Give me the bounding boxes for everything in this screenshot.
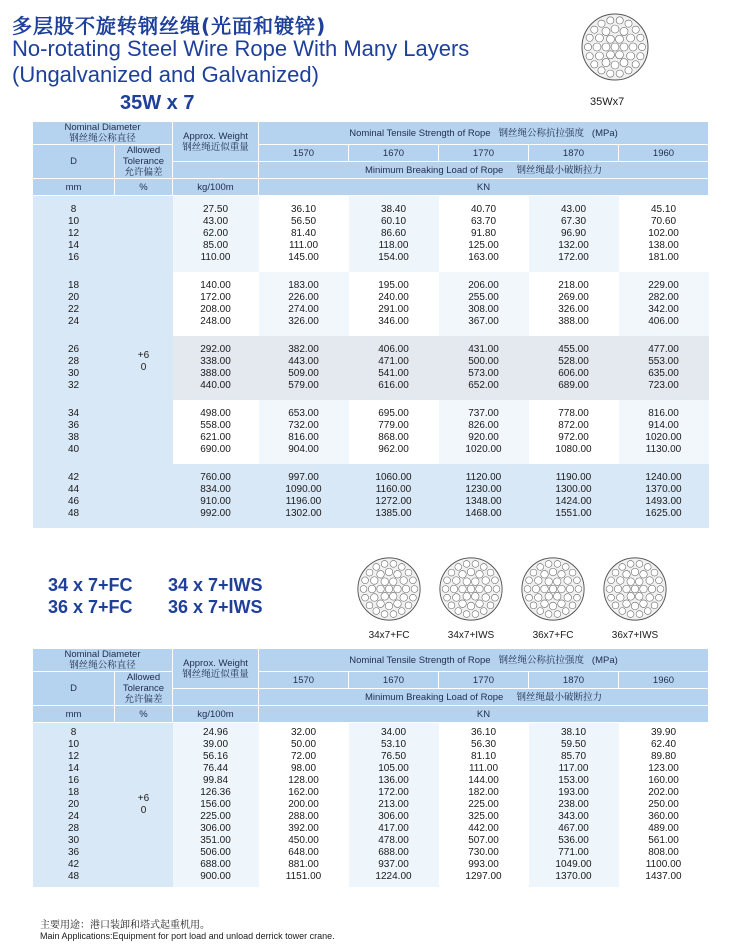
cell-value: 225.00 xyxy=(200,811,231,822)
cell-value: 193.00 xyxy=(558,787,589,798)
cell-value: 123.00 xyxy=(648,763,679,774)
cell-value: 56.30 xyxy=(470,739,497,750)
cell-value: 162.00 xyxy=(288,787,319,798)
cell-value: 573.00 xyxy=(468,368,499,379)
cell-value: 160.00 xyxy=(648,775,679,786)
cell-value: 467.00 xyxy=(558,823,589,834)
model-list xyxy=(48,574,288,618)
cell-value: 181.00 xyxy=(648,252,679,263)
cell-value: 338.00 xyxy=(200,356,231,367)
cell-diameter: 26 xyxy=(67,344,80,355)
cell-value: 648.00 xyxy=(288,847,319,858)
cell-value: 288.00 xyxy=(288,811,319,822)
cell-value: 1297.00 xyxy=(465,871,502,882)
cell-value: 760.00 xyxy=(200,472,231,483)
cell-value: 1370.00 xyxy=(645,484,682,495)
cell-diameter: 24 xyxy=(67,316,80,327)
cell-value: 125.00 xyxy=(468,240,499,251)
cell-value: 1020.00 xyxy=(465,444,502,455)
hdr-breaking-load: Minimum Breaking Load of Rope 钢丝绳最小破断拉力 xyxy=(259,162,709,179)
cell-value: 431.00 xyxy=(468,344,499,355)
cell-value: 70.60 xyxy=(650,216,677,227)
cell-value: 635.00 xyxy=(648,368,679,379)
cell-value: 182.00 xyxy=(468,787,499,798)
cell-value: 255.00 xyxy=(468,292,499,303)
cell-value: 417.00 xyxy=(378,823,409,834)
cell-value: 38.40 xyxy=(380,204,407,215)
cell-value: 183.00 xyxy=(288,280,319,291)
cell-value: 43.00 xyxy=(202,216,229,227)
cell-value: 43.00 xyxy=(560,204,587,215)
cell-value: 1060.00 xyxy=(375,472,412,483)
title-cn: 多层股不旋转钢丝绳(光面和镀锌) xyxy=(12,14,327,38)
model-35w7: 35W x 7 xyxy=(120,92,195,114)
cell-value: 225.00 xyxy=(468,799,499,810)
cell-value: 76.44 xyxy=(202,763,229,774)
cell-value: 156.00 xyxy=(200,799,231,810)
cell-value: 218.00 xyxy=(558,280,589,291)
cell-value: 1120.00 xyxy=(465,472,502,483)
cell-value: 737.00 xyxy=(468,408,499,419)
cell-value: 388.00 xyxy=(558,316,589,327)
hdr-grade: 1960 xyxy=(619,145,709,162)
cell-value: 1080.00 xyxy=(555,444,592,455)
hdr-d: D xyxy=(33,672,115,706)
cell-value: 579.00 xyxy=(288,380,319,391)
cell-value: 778.00 xyxy=(558,408,589,419)
rope-caption-3: 36x7+FC xyxy=(532,630,574,641)
cell-value: 779.00 xyxy=(378,420,409,431)
rope-caption-2: 34x7+IWS xyxy=(447,630,495,641)
cell-value: 248.00 xyxy=(200,316,231,327)
cell-value: 507.00 xyxy=(468,835,499,846)
hdr-breaking-load: Minimum Breaking Load of Rope 钢丝绳最小破断拉力 xyxy=(259,689,709,706)
cell-value: 937.00 xyxy=(378,859,409,870)
hdr-grade: 1770 xyxy=(439,145,529,162)
cell-value: 606.00 xyxy=(558,368,589,379)
cell-value: 1230.00 xyxy=(465,484,502,495)
cell-value: 85.70 xyxy=(560,751,587,762)
cell-value: 478.00 xyxy=(378,835,409,846)
cell-value: 102.00 xyxy=(648,228,679,239)
cell-diameter: 22 xyxy=(67,304,80,315)
cell-diameter: 24 xyxy=(67,811,80,822)
cell-value: 325.00 xyxy=(468,811,499,822)
cell-value: 690.00 xyxy=(200,444,231,455)
cell-value: 695.00 xyxy=(378,408,409,419)
hdr-blank xyxy=(173,689,259,706)
cell-value: 53.10 xyxy=(380,739,407,750)
cell-value: 881.00 xyxy=(288,859,319,870)
cell-value: 306.00 xyxy=(378,811,409,822)
cell-value: 140.00 xyxy=(200,280,231,291)
cell-value: 367.00 xyxy=(468,316,499,327)
cell-value: 1385.00 xyxy=(375,508,412,519)
cell-diameter: 36 xyxy=(67,420,80,431)
cell-value: 506.00 xyxy=(200,847,231,858)
cell-value: 1151.00 xyxy=(285,871,322,882)
cell-diameter: 30 xyxy=(67,835,80,846)
model-36x7fc: 36 x 7+FC xyxy=(48,597,133,617)
hdr-grade: 1770 xyxy=(439,672,529,689)
cell-value: 62.00 xyxy=(202,228,229,239)
cell-value: 195.00 xyxy=(378,280,409,291)
applications-cn: 主要用途：港口装卸和塔式起重机用。 xyxy=(40,920,210,931)
unit-pct: % xyxy=(115,706,173,723)
cell-value: 1468.00 xyxy=(465,508,502,519)
cell-value: 110.00 xyxy=(200,252,231,263)
cell-value: 455.00 xyxy=(558,344,589,355)
cell-diameter: 42 xyxy=(67,859,80,870)
cell-value: 172.00 xyxy=(378,787,409,798)
cell-value: 904.00 xyxy=(288,444,319,455)
hdr-approx-weight: Approx. Weight 钢丝绳近似重量 xyxy=(173,649,259,689)
model-34x7fc: 34 x 7+FC xyxy=(48,575,133,595)
cell-value: 45.10 xyxy=(650,204,677,215)
cell-value: 326.00 xyxy=(288,316,319,327)
cell-value: 1493.00 xyxy=(645,496,682,507)
cell-value: 1551.00 xyxy=(555,508,592,519)
cell-value: 388.00 xyxy=(200,368,231,379)
cell-value: 63.70 xyxy=(470,216,497,227)
cell-value: 541.00 xyxy=(378,368,409,379)
hdr-d: D xyxy=(33,145,115,179)
cell-value: 240.00 xyxy=(378,292,409,303)
cell-value: 238.00 xyxy=(558,799,589,810)
cell-value: 440.00 xyxy=(200,380,231,391)
applications-en: Main Applications:Equipment for port load and unload derrick tower crane. xyxy=(40,931,335,941)
cell-value: 229.00 xyxy=(648,280,679,291)
cell-value: 1370.00 xyxy=(555,871,592,882)
cell-value: 60.10 xyxy=(380,216,407,227)
cell-value: 382.00 xyxy=(288,344,319,355)
cell-value: 132.00 xyxy=(558,240,589,251)
cell-value: 360.00 xyxy=(648,811,679,822)
cell-value: 1090.00 xyxy=(285,484,322,495)
cell-value: 406.00 xyxy=(378,344,409,355)
cell-value: 808.00 xyxy=(648,847,679,858)
cell-diameter: 36 xyxy=(67,847,80,858)
cell-value: 489.00 xyxy=(648,823,679,834)
rope-34x7fc-icon xyxy=(356,556,422,622)
cell-value: 816.00 xyxy=(648,408,679,419)
cell-value: 118.00 xyxy=(378,240,409,251)
cell-value: 1224.00 xyxy=(375,871,412,882)
cell-value: 91.80 xyxy=(470,228,497,239)
hdr-tolerance: Allowed Tolerance 允许偏差 xyxy=(115,145,173,179)
cell-diameter: 18 xyxy=(67,280,80,291)
cell-value: 688.00 xyxy=(378,847,409,858)
cell-value: 528.00 xyxy=(558,356,589,367)
cell-value: 972.00 xyxy=(558,432,589,443)
hdr-grade: 1670 xyxy=(349,672,439,689)
unit-pct: % xyxy=(115,179,173,196)
cell-value: 997.00 xyxy=(288,472,319,483)
cell-value: 1272.00 xyxy=(375,496,412,507)
cell-value: 96.90 xyxy=(560,228,587,239)
unit-kg: kg/100m xyxy=(173,706,259,723)
rope-caption-4: 36x7+IWS xyxy=(611,630,659,641)
cell-value: 652.00 xyxy=(468,380,499,391)
cell-value: 81.10 xyxy=(470,751,497,762)
cell-value: 40.70 xyxy=(470,204,497,215)
cell-value: 558.00 xyxy=(200,420,231,431)
rope-36x7iws-icon xyxy=(602,556,668,622)
cell-value: 50.00 xyxy=(290,739,317,750)
cell-value: 117.00 xyxy=(558,763,589,774)
cell-value: 346.00 xyxy=(378,316,409,327)
title-en: No-rotating Steel Wire Rope With Many Layers xyxy=(12,36,470,61)
cell-value: 24.96 xyxy=(202,727,229,738)
cell-diameter: 8 xyxy=(70,204,77,215)
cell-diameter: 44 xyxy=(67,484,80,495)
cell-value: 36.10 xyxy=(290,204,317,215)
cell-value: 34.00 xyxy=(380,727,407,738)
cell-tolerance: +6 0 xyxy=(115,723,173,888)
cell-value: 477.00 xyxy=(648,344,679,355)
cell-value: 450.00 xyxy=(288,835,319,846)
cell-value: 62.40 xyxy=(650,739,677,750)
cell-diameter: 28 xyxy=(67,356,80,367)
cell-value: 1100.00 xyxy=(645,859,682,870)
cell-diameter: 12 xyxy=(67,751,80,762)
title-en-sub: (Ungalvanized and Galvanized) xyxy=(12,62,319,87)
cell-value: 816.00 xyxy=(288,432,319,443)
cell-value: 200.00 xyxy=(288,799,319,810)
cell-value: 900.00 xyxy=(200,871,231,882)
cell-value: 723.00 xyxy=(648,380,679,391)
cell-value: 1196.00 xyxy=(285,496,322,507)
table-row xyxy=(33,723,709,888)
rope-caption-1: 34x7+FC xyxy=(368,630,410,641)
cell-value: 771.00 xyxy=(558,847,589,858)
cell-value: 274.00 xyxy=(288,304,319,315)
hdr-approx-weight: Approx. Weight 钢丝绳近似重量 xyxy=(173,122,259,162)
hdr-tensile: Nominal Tensile Strength of Rope 钢丝绳公称抗拉强度 (MPa) xyxy=(259,122,709,145)
cell-diameter: 14 xyxy=(67,763,80,774)
cell-value: 993.00 xyxy=(468,859,499,870)
cell-value: 872.00 xyxy=(558,420,589,431)
cell-value: 136.00 xyxy=(378,775,409,786)
cell-value: 1424.00 xyxy=(555,496,592,507)
cell-diameter: 34 xyxy=(67,408,80,419)
cell-value: 81.40 xyxy=(290,228,317,239)
cell-value: 153.00 xyxy=(558,775,589,786)
cell-value: 111.00 xyxy=(468,763,499,774)
hdr-grade: 1570 xyxy=(259,145,349,162)
cell-value: 1437.00 xyxy=(645,871,682,882)
spec-table-34-36x7 xyxy=(32,648,709,887)
cell-value: 616.00 xyxy=(378,380,409,391)
hdr-tensile: Nominal Tensile Strength of Rope 钢丝绳公称抗拉强度 (MPa) xyxy=(259,649,709,672)
cell-value: 992.00 xyxy=(200,508,231,519)
cell-value: 59.50 xyxy=(560,739,587,750)
cell-value: 145.00 xyxy=(288,252,319,263)
hdr-grade: 1570 xyxy=(259,672,349,689)
cell-value: 306.00 xyxy=(200,823,231,834)
cell-value: 202.00 xyxy=(648,787,679,798)
cell-value: 498.00 xyxy=(200,408,231,419)
cell-value: 536.00 xyxy=(558,835,589,846)
cell-value: 910.00 xyxy=(200,496,231,507)
cell-diameter: 30 xyxy=(67,368,80,379)
cell-diameter: 40 xyxy=(67,444,80,455)
cell-value: 85.00 xyxy=(202,240,229,251)
cell-value: 1348.00 xyxy=(465,496,502,507)
cell-value: 27.50 xyxy=(202,204,229,215)
hdr-blank xyxy=(173,162,259,179)
cell-value: 406.00 xyxy=(648,316,679,327)
unit-kn: KN xyxy=(259,706,709,723)
cell-value: 326.00 xyxy=(558,304,589,315)
cell-value: 32.00 xyxy=(290,727,317,738)
cell-value: 128.00 xyxy=(288,775,319,786)
table-row xyxy=(33,196,709,273)
cell-value: 1300.00 xyxy=(555,484,592,495)
cell-value: 76.50 xyxy=(380,751,407,762)
unit-kn: KN xyxy=(259,179,709,196)
cell-value: 443.00 xyxy=(288,356,319,367)
hdr-grade: 1870 xyxy=(529,145,619,162)
cell-value: 206.00 xyxy=(468,280,499,291)
cell-value: 868.00 xyxy=(378,432,409,443)
cell-diameter: 32 xyxy=(67,380,80,391)
cell-diameter: 16 xyxy=(67,775,80,786)
hdr-grade: 1870 xyxy=(529,672,619,689)
cell-value: 920.00 xyxy=(468,432,499,443)
cell-value: 67.30 xyxy=(560,216,587,227)
cell-value: 689.00 xyxy=(558,380,589,391)
cell-value: 653.00 xyxy=(288,408,319,419)
cell-value: 834.00 xyxy=(200,484,231,495)
cell-value: 343.00 xyxy=(558,811,589,822)
cell-value: 172.00 xyxy=(558,252,589,263)
cell-value: 111.00 xyxy=(288,240,319,251)
cell-value: 1160.00 xyxy=(375,484,412,495)
cell-value: 351.00 xyxy=(200,835,231,846)
cell-value: 39.90 xyxy=(650,727,677,738)
cell-value: 1130.00 xyxy=(645,444,682,455)
cell-value: 56.50 xyxy=(290,216,317,227)
cell-value: 509.00 xyxy=(288,368,319,379)
cell-diameter: 28 xyxy=(67,823,80,834)
cell-value: 308.00 xyxy=(468,304,499,315)
cell-diameter: 42 xyxy=(67,472,80,483)
cell-value: 86.60 xyxy=(380,228,407,239)
cell-value: 1190.00 xyxy=(555,472,592,483)
cell-diameter: 8 xyxy=(70,727,77,738)
cell-value: 732.00 xyxy=(288,420,319,431)
cell-diameter: 46 xyxy=(67,496,80,507)
cell-value: 208.00 xyxy=(200,304,231,315)
cell-value: 163.00 xyxy=(468,252,499,263)
cell-value: 144.00 xyxy=(468,775,499,786)
cell-value: 72.00 xyxy=(290,751,317,762)
cell-value: 561.00 xyxy=(648,835,679,846)
unit-mm: mm xyxy=(33,179,115,196)
cell-value: 250.00 xyxy=(648,799,679,810)
cell-value: 269.00 xyxy=(558,292,589,303)
cell-diameter: 20 xyxy=(67,799,80,810)
cell-diameter: 14 xyxy=(67,240,80,251)
cell-value: 1240.00 xyxy=(645,472,682,483)
cell-value: 89.80 xyxy=(650,751,677,762)
cell-tolerance: +6 0 xyxy=(115,196,173,529)
unit-mm: mm xyxy=(33,706,115,723)
cell-diameter: 48 xyxy=(67,508,80,519)
cell-value: 291.00 xyxy=(378,304,409,315)
rope-36x7fc-icon xyxy=(520,556,586,622)
main-rope-caption: 35Wx7 xyxy=(590,96,625,108)
rope-34x7iws-icon xyxy=(438,556,504,622)
cell-value: 98.00 xyxy=(290,763,317,774)
rope-cross-section-icon xyxy=(580,12,650,82)
cell-value: 99.84 xyxy=(202,775,229,786)
hdr-tolerance: Allowed Tolerance 允许偏差 xyxy=(115,672,173,706)
cell-value: 39.00 xyxy=(202,739,229,750)
hdr-nominal-diameter: Nominal Diameter 钢丝绳公称直径 xyxy=(33,122,173,145)
hdr-grade: 1960 xyxy=(619,672,709,689)
cell-diameter: 48 xyxy=(67,871,80,882)
cell-diameter: 18 xyxy=(67,787,80,798)
cell-value: 730.00 xyxy=(468,847,499,858)
cell-value: 442.00 xyxy=(468,823,499,834)
cell-value: 154.00 xyxy=(378,252,409,263)
cell-value: 226.00 xyxy=(288,292,319,303)
unit-kg: kg/100m xyxy=(173,179,259,196)
cell-value: 553.00 xyxy=(648,356,679,367)
cell-value: 500.00 xyxy=(468,356,499,367)
model-36x7iws: 36 x 7+IWS xyxy=(168,597,263,617)
cell-value: 126.36 xyxy=(200,787,231,798)
cell-value: 826.00 xyxy=(468,420,499,431)
cell-diameter: 12 xyxy=(67,228,80,239)
hdr-grade: 1670 xyxy=(349,145,439,162)
cell-value: 172.00 xyxy=(200,292,231,303)
cell-diameter: 20 xyxy=(67,292,80,303)
cell-value: 38.10 xyxy=(560,727,587,738)
cell-value: 292.00 xyxy=(200,344,231,355)
cell-value: 688.00 xyxy=(200,859,231,870)
cell-diameter: 10 xyxy=(67,216,80,227)
cell-value: 914.00 xyxy=(648,420,679,431)
cell-diameter: 16 xyxy=(67,252,80,263)
cell-value: 392.00 xyxy=(288,823,319,834)
cell-value: 1302.00 xyxy=(285,508,322,519)
cell-value: 1049.00 xyxy=(555,859,592,870)
cell-value: 105.00 xyxy=(378,763,409,774)
cell-value: 621.00 xyxy=(200,432,231,443)
cell-value: 1020.00 xyxy=(645,432,682,443)
cell-diameter: 10 xyxy=(67,739,80,750)
model-34x7iws: 34 x 7+IWS xyxy=(168,575,263,595)
cell-diameter: 38 xyxy=(67,432,80,443)
cell-value: 1625.00 xyxy=(645,508,682,519)
cell-value: 138.00 xyxy=(648,240,679,251)
cell-value: 471.00 xyxy=(378,356,409,367)
cell-value: 56.16 xyxy=(202,751,229,762)
cell-value: 342.00 xyxy=(648,304,679,315)
cell-value: 282.00 xyxy=(648,292,679,303)
hdr-nominal-diameter: Nominal Diameter 钢丝绳公称直径 xyxy=(33,649,173,672)
cell-value: 36.10 xyxy=(470,727,497,738)
cell-value: 962.00 xyxy=(378,444,409,455)
spec-table-35w7 xyxy=(32,121,709,528)
cell-value: 213.00 xyxy=(378,799,409,810)
